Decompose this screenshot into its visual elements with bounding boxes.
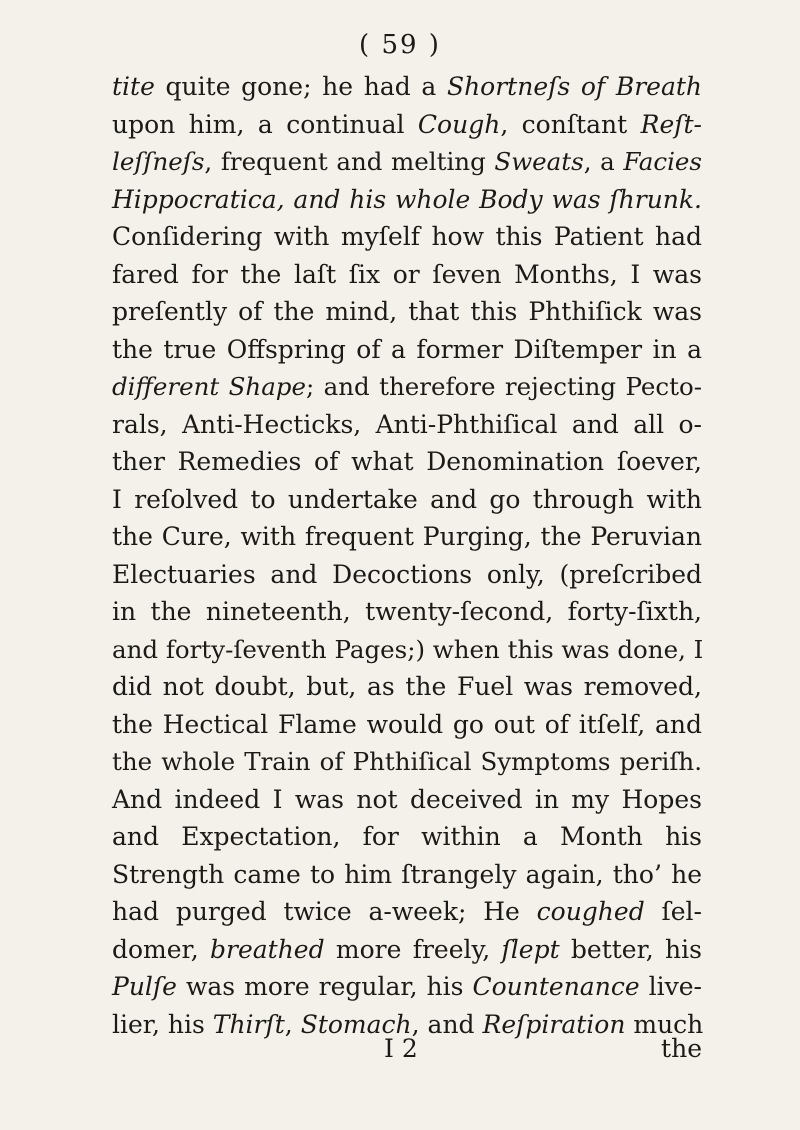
text-line [112, 818, 702, 856]
text-segment: quite gone; he had a [154, 72, 447, 101]
text-segment: fared for the laſt ſix or ſeven Months, I was [112, 259, 702, 289]
text-line [112, 668, 702, 706]
text-line [112, 181, 702, 219]
text-line [112, 443, 702, 481]
text-segment: did not doubt, but, as the Fuel was removed, [112, 672, 702, 701]
text-line [112, 593, 702, 631]
italic-text: coughed [536, 897, 645, 926]
text-segment: lier, his [112, 1009, 213, 1039]
text-segment: I reſolved to undertake and go through with [112, 484, 702, 514]
text-line [112, 481, 702, 519]
italic-text: Countenance [472, 972, 640, 1001]
italic-text: Facies [623, 147, 702, 176]
text-line [112, 331, 702, 369]
page-footer [112, 1030, 702, 1068]
text-segment: Electuaries and Decoctions only, (preſcribed [112, 559, 702, 589]
text-line [112, 706, 702, 744]
text-line [112, 256, 702, 294]
text-segment: ; and therefore rejecting Pecto- [305, 372, 702, 401]
italic-text: breathed [210, 934, 325, 964]
text-segment: had purged twice a-week; He [112, 897, 537, 926]
italic-text: different Shape [112, 372, 306, 401]
italic-text: Shortneſs of Breath [446, 72, 702, 101]
body-text [112, 68, 702, 1043]
text-segment: and forty-ſeventh Pages;) when this was done, I [112, 634, 704, 664]
italic-text: Hippocratica, and his whole Body was ſhrunk. [112, 184, 702, 214]
text-segment: better, his [559, 934, 702, 964]
text-line [112, 106, 702, 144]
italic-text: Reſpiration [482, 1009, 626, 1039]
text-segment: and Expectation, for within a Month his [112, 822, 702, 851]
text-segment: , conſtant [500, 109, 641, 139]
signature-mark: I 2 [384, 1034, 418, 1063]
text-line [112, 968, 702, 1006]
text-segment: in the nineteenth, twenty-ſecond, forty-ſixth, [112, 597, 702, 626]
text-segment: ther Remedies of what Denomination ſoever, [112, 447, 702, 476]
italic-text: Pulſe [112, 972, 177, 1001]
text-segment: more freely, [324, 934, 502, 964]
text-segment: the Cure, with frequent Purging, the Peruvian [112, 522, 702, 551]
text-segment: domer, [112, 934, 210, 964]
text-line [112, 556, 702, 594]
italic-text: Cough [417, 109, 501, 139]
italic-text: ſlept [501, 934, 560, 964]
text-segment: , and [411, 1009, 483, 1039]
text-line [112, 518, 702, 556]
text-line [112, 368, 702, 406]
text-segment: much [625, 1009, 704, 1039]
italic-text: tite [112, 72, 155, 101]
italic-text: Reſt- [640, 109, 702, 139]
text-line [112, 293, 702, 331]
italic-text: Stomach [300, 1009, 412, 1039]
text-segment: , frequent and melting [204, 147, 495, 176]
italic-text: Sweats [494, 147, 584, 176]
text-segment: And indeed I was not deceived in my Hopes [112, 784, 702, 814]
text-line [112, 143, 702, 181]
text-segment: upon him, a continual [112, 109, 418, 139]
text-line [112, 856, 702, 894]
text-segment: the true Offspring of a former Diſtemper in a [112, 334, 702, 364]
text-line [112, 931, 702, 969]
text-line [112, 406, 702, 444]
text-segment: the Hectical Flame would go out of itſelf, and [112, 709, 702, 739]
text-segment: was more regular, his [176, 972, 473, 1001]
text-segment: , a [583, 147, 624, 176]
text-line [112, 781, 702, 819]
text-segment: the whole Train of Phthiſical Symptoms periſh. [112, 747, 702, 776]
text-line [112, 218, 702, 256]
text-segment: rals, Anti-Hecticks, Anti-Phthiſical and all o- [112, 409, 702, 439]
text-segment: , [284, 1009, 301, 1039]
text-line [112, 631, 702, 669]
page-number: ( 59 ) [359, 30, 441, 60]
text-line [112, 743, 702, 781]
text-segment: preſently of the mind, that this Phthiſick was [112, 297, 702, 326]
text-segment: Conſidering with myſelf how this Patient had [112, 222, 702, 251]
text-segment: ſel- [644, 897, 702, 926]
text-line [112, 68, 702, 106]
italic-text: leſſneſs [112, 147, 205, 176]
catchword: the [661, 1034, 702, 1063]
italic-text: Thirſt [212, 1009, 285, 1039]
text-line [112, 893, 702, 931]
text-segment: Strength came to him ſtrangely again, tho’ he [112, 859, 702, 889]
text-segment: live- [639, 972, 702, 1001]
